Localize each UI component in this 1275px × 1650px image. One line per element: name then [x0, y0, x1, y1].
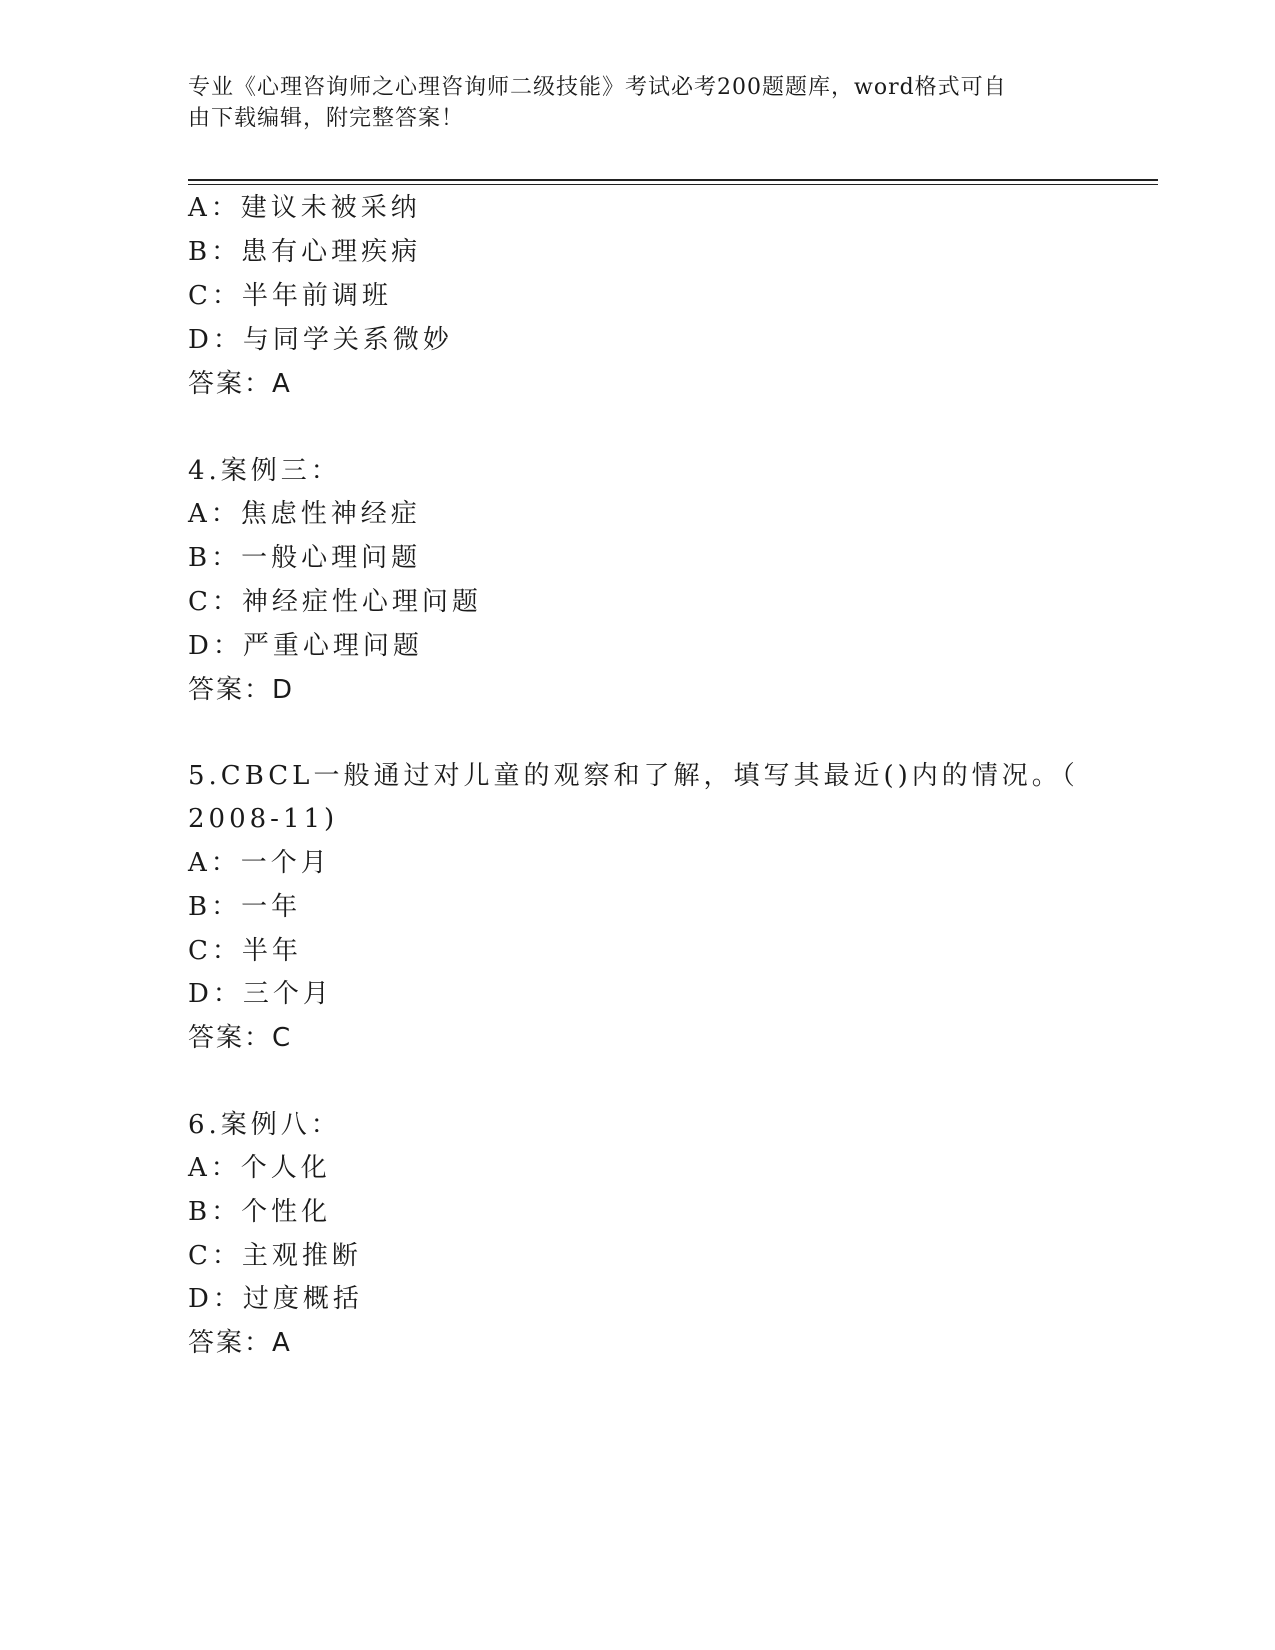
q5-option-d: D：三个月: [188, 979, 333, 1009]
q6-option-a: A：个人化: [188, 1153, 331, 1183]
q5-option-a: A：一个月: [188, 848, 331, 878]
header-line-1: 专业《心理咨询师之心理咨询师二级技能》考试必考200题题库，word格式可自: [188, 75, 1007, 100]
q6-option-d: D：过度概括: [188, 1284, 363, 1314]
header-line-2: 由下载编辑，附完整答案！: [188, 106, 465, 131]
q3-option-d: D：与同学关系微妙: [188, 325, 453, 355]
q4-stem: 4.案例三：: [188, 456, 341, 486]
q5-option-b: B：一年: [188, 892, 302, 922]
q4-option-a: A：焦虑性神经症: [188, 499, 421, 529]
header-divider-thick: [188, 179, 1158, 181]
q5-answer: 答案：C: [188, 1023, 293, 1053]
q4-answer: 答案：D: [188, 675, 295, 705]
header-divider-thin: [188, 184, 1158, 185]
q5-option-c: C：半年: [188, 936, 302, 966]
q4-option-c: C：神经症性心理问题: [188, 587, 482, 617]
q5-stem-line-1: 5.CBCL一般通过对儿童的观察和了解，填写其最近()内的情况。（: [188, 761, 1079, 791]
q3-answer: 答案：A: [188, 369, 292, 399]
q6-stem: 6.案例八：: [188, 1110, 341, 1140]
q3-option-b: B：患有心理疾病: [188, 237, 422, 267]
q6-answer: 答案：A: [188, 1328, 292, 1358]
document-header: [188, 72, 1088, 134]
q5-stem-line-2: 2008-11): [188, 804, 339, 834]
q6-option-c: C：主观推断: [188, 1241, 362, 1271]
q3-option-c: C：半年前调班: [188, 281, 392, 311]
q4-option-d: D：严重心理问题: [188, 631, 423, 661]
q4-option-b: B：一般心理问题: [188, 543, 422, 573]
q3-option-a: A：建议未被采纳: [188, 193, 421, 223]
q6-option-b: B：个性化: [188, 1197, 332, 1227]
